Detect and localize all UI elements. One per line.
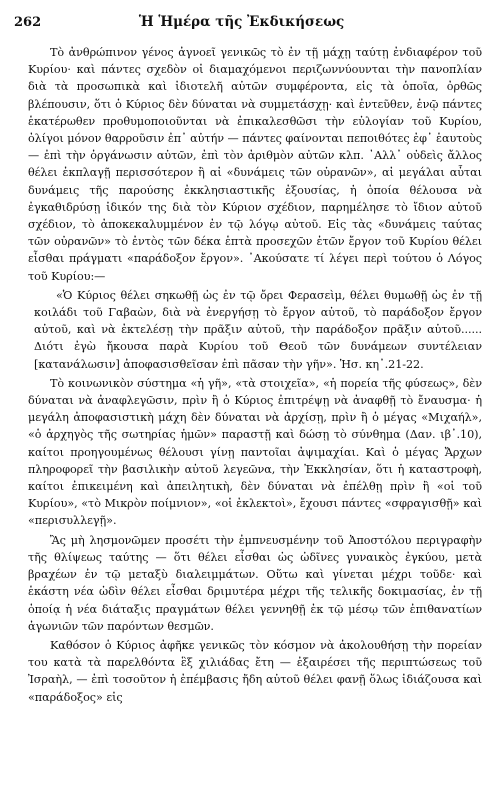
paragraph-1: Τὸ ἀνθρώπινον γένος ἀγνοεῖ γενικῶς τὸ ἐν τῇ μάχῃ ταύτῃ ἐνδιαφέρον τοῦ Κυρίου· καὶ πάντες σχεδὸν οἱ διαμαχόμενοι περιζωννύουνται τὴν πανοπλίαν διὰ τὰ προσωπικὰ καὶ ἰδιοτελῆ αὐτῶν συμφέροντα, εἰς τὰ ὁποῖα, ὀρθῶς βλέπουσιν, ὅτι ὁ Κύριος δὲν δύναται νὰ συμμετάσχῃ· καὶ ἐντεῦθεν, ἐνῷ πάντες ἑκατέρωθεν προθυμοποιοῦνται νὰ ἐπικαλεσθῶσι τὴν εὐλογίαν τοῦ Κυρίου, ὀλίγοι μόνον θαρροῦσιν ἐπ᾿ αὐτήν — πάντες φαίνονται πεποιθότες ἐφ᾿ ἑαυτοὺς — ἐπὶ τὴν ὀργάνωσιν αὐτῶν, ἐπὶ τὸν ἀριθμὸν αὐτῶν κλπ. ᾿Αλλ᾿ οὐδεὶς ἄλλος θέλει ἐκπλαγῇ περισσότερον ἢ αἱ «δυνάμεις τῶν οὐρανῶν», αἱ μεγάλαι αὗται δυνάμεις τῆς παρούσης ἐκκλησιαστικῆς ἐξουσίας, ἡ ὁποία θέλουσα νὰ ἐγκαθιδρύσῃ ἰδικόν της διὰ τὸν Κύριον σχέδιον, παρημέλησε τὸ ἴδιον αὐτοῦ σχέδιον, τὸ ἀποκεκαλυμμένον ἐν τῷ λόγῳ αὐτοῦ. Εἰς τὰς «δυνάμεις ταύτας τῶν οὐρανῶν» τὸ ἐντὸς τῶν δέκα ἑπτὰ προσεχῶν ἐτῶν ἔργον τοῦ Κυρίου θέλει εἶσθαι πράγματι «παράδοξον ἔργον». ᾿Ακούσατε τί λέγει περὶ τούτου ὁ Λόγος τοῦ Κυρίου:— (28, 46, 482, 283)
scripture-quote: «Ὁ Κύριος θέλει σηκωθῇ ὡς ἐν τῷ ὄρει Φερασεὶμ, θέλει θυμωθῇ ὡς ἐν τῇ κοιλάδι τοῦ Γαβαὼν, διὰ νὰ ἐνεργήσῃ τὸ ἔργον αὐτοῦ, τὸ παράδοξον ἔργον αὐτοῦ, καὶ νὰ ἐκτελέσῃ τὴν πρᾶξιν αὐτοῦ, τὴν παράδοξον πρᾶξιν αὐτοῦ...... Διότι ἐγὼ ἤκουσα παρὰ Κυρίου τοῦ Θεοῦ τῶν δυνάμεων συντέλειαν [κατανάλωσιν] ἀποφασισθεῖσαν ἐπὶ πᾶσαν τὴν γῆν». Ἡσ. κη᾿.21-22. (34, 288, 482, 371)
paragraph-3: Τὸ κοινωνικὸν σύστημα «ἡ γῆ», «τὰ στοιχεῖα», «ἡ πορεία τῆς φύσεως», δὲν δύναται νὰ ἀναφλεγῶσιν, πρὶν ἢ ὁ Κύριος ἐπιτρέψῃ νὰ ἀναφθῇ τὸ ἔναυσμα· ἡ μεγάλη ἀποφασιστικὴ μάχη δὲν δύναται νὰ ἀρχίσῃ, πρὶν ἢ ὁ μέγας «Μιχαήλ», «ὁ ἀρχηγὸς τῆς σωτηρίας ἡμῶν» παραστῇ καὶ δώσῃ τὸ σύνθημα (Δαν. ιβ᾿.10), καίτοι προηγουμένως θέλουσι γίνῃ παντοῖαι ἀψιμαχίαι. Καὶ ὁ μέγας Ἄρχων πληροφορεῖ τὴν βασιλικὴν αὐτοῦ λεγεῶνα, τὴν Ἐκκλησίαν, ὅτι ἡ καταστροφὴ, καίτοι ἐπικειμένη καὶ ἀπειλητικὴ, δὲν δύναται νὰ ἐπέλθῃ πρὶν ἢ «οἱ τοῦ Κυρίου», «τὸ Μικρὸν ποίμνιον», «οἱ ἐκλεκτοὶ», ἔχουσι πάντες «σφραγισθῇ» καὶ «περισυλλεγῇ». (28, 376, 482, 528)
page-header-title: Ἡ Ἡμέρα τῆς Ἐκδικήσεως (138, 14, 345, 30)
running-head (14, 14, 482, 30)
paragraph-4: Ἂς μὴ λησμονῶμεν προσέτι τὴν ἐμπνευσμένην τοῦ Ἀποστόλου περιγραφὴν τῆς θλίψεως ταύτης — ὅτι θέλει εἶσθαι ὡς ὠδῖνες γυναικὸς ἐγκύου, μετὰ βραχέων ἐν τῷ μεταξὺ διαλειμμάτων. Οὕτω καὶ γίνεται μέχρι τοῦδε· καὶ ἑκάστη νέα ὠδὶν θέλει εἶσθαι δριμυτέρα μέχρι τῆς τελικῆς δοκιμασίας, ἐν τῇ ὁποίᾳ ἡ νέα διάταξις πραγμάτων θέλει γεννηθῇ ἐκ τῷ μέσῳ τῶν ἐπιθανατίων ἀγωνιῶν τῶν παρόντων θεσμῶν. (28, 533, 482, 633)
body-text (28, 44, 482, 706)
page-number: 262 (14, 15, 42, 30)
paragraph-5: Καθόσον ὁ Κύριος ἀφῆκε γενικῶς τὸν κόσμον νὰ ἀκολουθήσῃ τὴν πορείαν του κατὰ τὰ παρελθόντα ἓξ χιλιάδας ἔτη — ἐξαιρέσει τῆς περιπτώσεως τοῦ Ἰσραὴλ, — ἐπὶ τοσοῦτον ἡ ἐπέμβασις ἤδη αὐτοῦ θέλει φανῇ ὅλως ἰδιάζουσα καὶ «παράδοξος» εἰς (28, 638, 482, 704)
